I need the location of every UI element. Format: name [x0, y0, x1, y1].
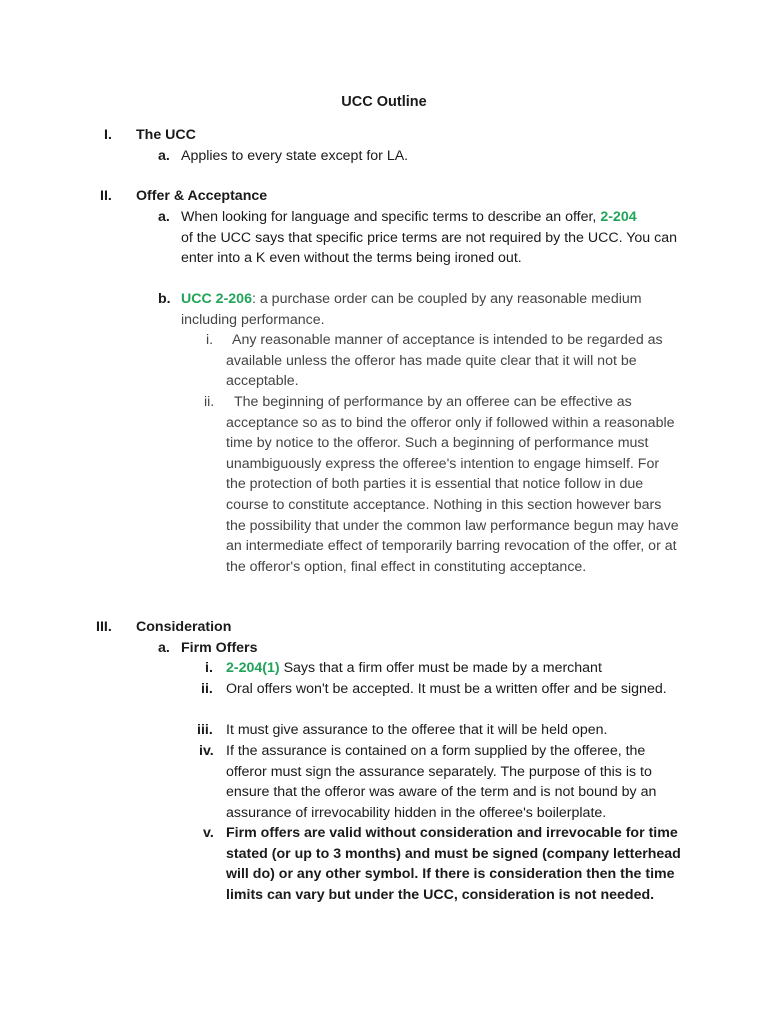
section-numeral: III.: [96, 619, 112, 635]
item-letter: a.: [158, 640, 170, 656]
subitem-numeral: iii.: [197, 722, 213, 738]
subitem-numeral: i.: [205, 660, 213, 676]
subitem-numeral: i.: [206, 332, 214, 348]
section-heading: Consideration: [136, 619, 232, 635]
subitem-numeral: ii.: [204, 394, 215, 410]
subitem-text: Oral offers won't be accepted. It must be a written offer and be signed.: [226, 681, 667, 697]
subitem-numeral: iv.: [199, 743, 214, 759]
item-text: of the UCC says that specific price terms are not required by the UCC. You can enter into a K even without the terms being ironed out.: [181, 229, 678, 267]
item-heading: Firm Offers: [181, 640, 258, 656]
ucc-reference: UCC 2-206: [181, 291, 252, 307]
subitem-text: Says that a firm offer must be made by a merchant: [279, 660, 602, 676]
subitem-numeral: ii.: [201, 681, 213, 697]
item-paragraph: [181, 289, 681, 330]
item-paragraph: [181, 207, 681, 269]
item-letter: a.: [158, 148, 170, 164]
subitem-text: Firm offers are valid without consideration and irrevocable for time stated (or up to 3 months) and must be signed (company letterhead will do) or any other symbol. If there is consideration then the time limits can vary but under the UCC, consideration is not needed.: [226, 825, 681, 903]
section-numeral: II.: [100, 188, 112, 204]
subitem-text: The beginning of performance by an offeree can be effective as acceptance so as to bind the offeror only if followed within a reasonable time by notice to the offeror. Such a beginning of performance must unambiguously express the offeree's intention to engage himself. For the protection of both parties it is essential that notice follow in due course to constitute acceptance. Nothing in this section however bars the possibility that under the common law performance begun may have an intermediate effect of temporarily barring revocation of the offer, or at the offeror's option, final effect in constituting acceptance.: [226, 394, 679, 575]
item-letter: b.: [158, 291, 171, 307]
subitem-numeral: v.: [203, 825, 214, 841]
document-title: UCC Outline: [341, 94, 427, 110]
item-text: Applies to every state except for LA.: [181, 148, 409, 164]
section-numeral: I.: [104, 127, 112, 143]
subitem-text: It must give assurance to the offeree that it will be held open.: [226, 722, 608, 738]
item-text: When looking for language and specific terms to describe an offer,: [181, 209, 601, 225]
ucc-reference: 2-204(1): [226, 660, 280, 676]
item-text: : a purchase order can be coupled by any reasonable medium including performance.: [181, 291, 642, 328]
subitem-text: If the assurance is contained on a form supplied by the offeree, the offeror must sign the assurance separately. The purpose of this is to ensure that the offeror was aware of the term and is not bound by an assurance of irrevocability hidden in the offeree's boilerplate.: [226, 743, 657, 821]
subitem-paragraph: [226, 658, 682, 679]
ucc-reference: 2-204: [600, 209, 637, 225]
section-heading: Offer & Acceptance: [136, 188, 268, 204]
subitem-text: Any reasonable manner of acceptance is intended to be regarded as available unless the offeror has made quite clear that it will not be acceptable.: [226, 332, 663, 390]
item-letter: a.: [158, 209, 170, 225]
section-heading: The UCC: [136, 127, 196, 143]
